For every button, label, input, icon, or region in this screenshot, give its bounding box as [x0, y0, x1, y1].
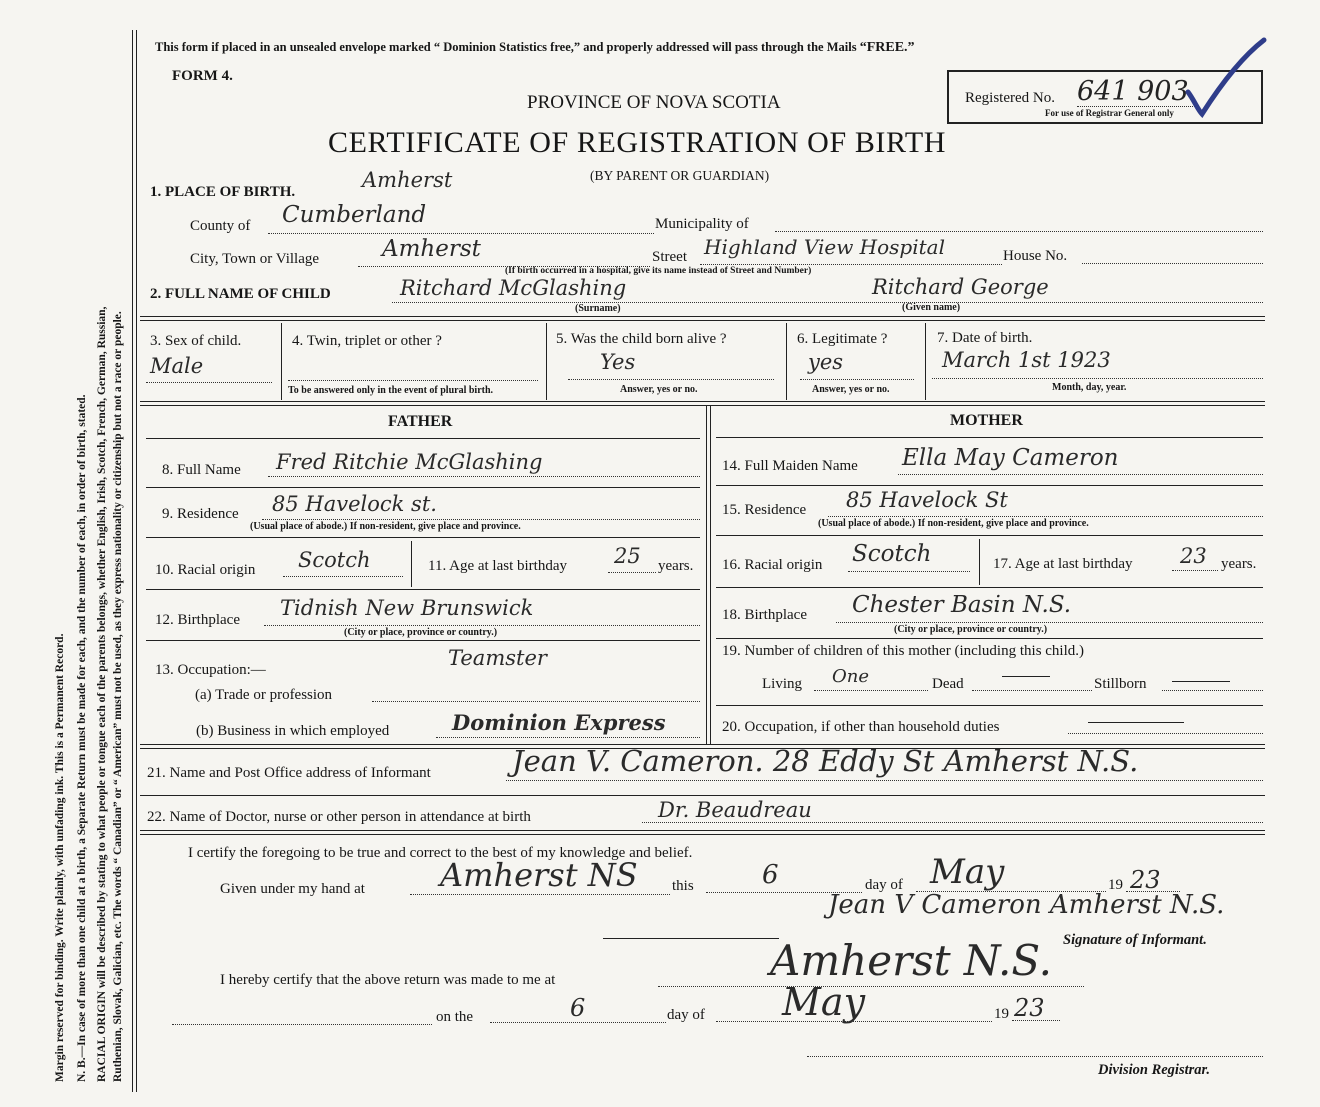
- place-of-birth-value: Amherst: [362, 168, 453, 192]
- return-place-value: Amherst N.S.: [770, 936, 1052, 985]
- mother-occupation-label: 20. Occupation, if other than household duties: [722, 719, 1000, 735]
- mother-birthplace-label: 18. Birthplace: [722, 607, 807, 623]
- father-name-value: Fred Ritchie McGlashing: [276, 450, 543, 474]
- twin-note: To be answered only in the event of plural birth.: [288, 385, 494, 396]
- informant-signature: Jean V Cameron Amherst N.S.: [828, 890, 1225, 920]
- mother-residence-value: 85 Havelock St: [846, 488, 1008, 512]
- child-name-label: 2. FULL NAME OF CHILD: [150, 286, 331, 302]
- return-label: I hereby certify that the above return was made to me at: [220, 972, 556, 988]
- signature-line: [603, 938, 779, 939]
- living-value: One: [832, 666, 870, 687]
- dob-note: Month, day, year.: [1052, 382, 1127, 393]
- certificate-subtitle: (BY PARENT OR GUARDIAN): [590, 168, 770, 183]
- legitimate-note: Answer, yes or no.: [812, 384, 890, 395]
- trade-label: (a) Trade or profession: [195, 687, 333, 703]
- father-abode-note: (Usual place of abode.) If non-resident, give place and province.: [250, 521, 521, 532]
- mother-heading: MOTHER: [950, 412, 1023, 429]
- born-alive-label: 5. Was the child born alive ?: [556, 331, 727, 347]
- mother-years: years.: [1221, 556, 1257, 572]
- registrar-signature-line: [807, 1056, 1263, 1057]
- father-birthplace-label: 12. Birthplace: [155, 612, 240, 628]
- child-surname: Ritchard McGlashing: [400, 276, 627, 300]
- father-residence-label: 9. Residence: [162, 506, 239, 522]
- father-residence-value: 85 Havelock st.: [272, 492, 437, 516]
- mother-occupation-dash: [1088, 722, 1184, 723]
- return-year-prefix: 19: [994, 1006, 1009, 1022]
- given-month-value: May: [930, 852, 1005, 892]
- father-age-value: 25: [614, 544, 641, 568]
- return-year-value: 23: [1014, 994, 1045, 1022]
- father-heading: FATHER: [388, 413, 453, 430]
- sex-label: 3. Sex of child.: [150, 333, 242, 349]
- informant-label: 21. Name and Post Office address of Informant: [147, 765, 431, 781]
- given-year-value: 23: [1130, 866, 1161, 894]
- children-count-label: 19. Number of children of this mother (including this child.): [722, 643, 1085, 659]
- this-label: this: [672, 878, 694, 894]
- on-the-label: on the: [436, 1009, 474, 1025]
- business-value: Dominion Express: [452, 710, 666, 735]
- mother-age-value: 23: [1180, 544, 1207, 568]
- surname-caption: (Surname): [575, 303, 621, 314]
- margin-note-1: Margin reserved for binding. Write plainly, with unfading ink. This is a Permanent Record.: [54, 633, 66, 1082]
- doctor-value: Dr. Beaudreau: [658, 798, 812, 822]
- living-label: Living: [762, 676, 802, 692]
- father-race-value: Scotch: [298, 548, 371, 572]
- registered-number: 641 903: [1077, 76, 1189, 107]
- registrar-caption: Division Registrar.: [1098, 1062, 1210, 1078]
- municipality-label: Municipality of: [655, 216, 749, 232]
- dead-dash: [1002, 676, 1050, 677]
- return-day-value: 6: [570, 994, 586, 1022]
- given-name-caption: (Given name): [902, 302, 961, 313]
- checkmark-icon: [1182, 36, 1272, 120]
- street-value: Highland View Hospital: [704, 235, 945, 259]
- father-years: years.: [658, 558, 694, 574]
- return-day-of-label: day of: [667, 1007, 705, 1023]
- child-given-name: Ritchard George: [872, 275, 1049, 299]
- certificate-title: CERTIFICATE OF REGISTRATION OF BIRTH: [328, 126, 947, 159]
- form-number: FORM 4.: [172, 68, 233, 84]
- given-place-value: Amherst NS: [440, 856, 638, 894]
- father-name-label: 8. Full Name: [162, 462, 241, 478]
- stillborn-label: Stillborn: [1094, 676, 1147, 692]
- place-of-birth-label: 1. PLACE OF BIRTH.: [150, 184, 296, 200]
- informant-value: Jean V. Cameron. 28 Eddy St Amherst N.S.: [512, 744, 1139, 778]
- legitimate-label: 6. Legitimate ?: [797, 331, 888, 347]
- margin-note-3: RACIAL ORIGIN will be described by stating to what people or tongue each of the parents belongs, whether English, Irish, Scotch, French, German, Russian,: [96, 306, 108, 1082]
- father-occupation-label: 13. Occupation:—: [155, 662, 266, 678]
- city-value: Amherst: [382, 236, 481, 262]
- registered-label: Registered No.: [965, 90, 1055, 106]
- doctor-label: 22. Name of Doctor, nurse or other person in attendance at birth: [147, 809, 531, 825]
- house-number-label: House No.: [1003, 248, 1068, 264]
- county-label: County of: [190, 218, 251, 234]
- signature-caption: Signature of Informant.: [1063, 932, 1207, 948]
- given-day-value: 6: [762, 860, 779, 890]
- sex-value: Male: [150, 354, 204, 378]
- father-race-label: 10. Racial origin: [155, 562, 256, 578]
- return-month-value: May: [782, 980, 866, 1024]
- province-heading: PROVINCE OF NOVA SCOTIA: [527, 92, 781, 113]
- county-value: Cumberland: [282, 202, 427, 228]
- mother-abode-note: (Usual place of abode.) If non-resident, give place and province.: [818, 518, 1089, 529]
- dob-value: March 1st 1923: [942, 348, 1111, 372]
- trade-value: Teamster: [448, 646, 547, 670]
- margin-note-4: Ruthenian, Slovak, Galician, etc. The words “ Canadian” or “ American” must not be used, as they express nationality or citizenship but not a race or people.: [112, 311, 124, 1082]
- legitimate-value: yes: [808, 350, 844, 374]
- mail-note: This form if placed in an unsealed envelope marked “ Dominion Statistics free,” and properly addressed will pass through the Mails “FREE.”: [155, 40, 915, 55]
- given-under-hand-label: Given under my hand at: [220, 881, 365, 897]
- mother-age-label: 17. Age at last birthday: [993, 556, 1133, 572]
- twin-label: 4. Twin, triplet or other ?: [292, 333, 442, 349]
- stillborn-dash: [1172, 681, 1230, 682]
- margin-note-2: N. B.—In case of more than one child at a birth, a Separate Return must be made for each, and the number of each, in order of birth, stated.: [76, 394, 88, 1082]
- father-birthplace-note: (City or place, province or country.): [344, 627, 498, 638]
- mother-race-value: Scotch: [852, 541, 932, 567]
- dead-label: Dead: [932, 676, 964, 692]
- born-alive-note: Answer, yes or no.: [620, 384, 698, 395]
- city-label: City, Town or Village: [190, 251, 320, 267]
- dob-label: 7. Date of birth.: [937, 330, 1033, 346]
- mother-name-value: Ella May Cameron: [902, 445, 1119, 471]
- mother-race-label: 16. Racial origin: [722, 557, 823, 573]
- born-alive-value: Yes: [600, 350, 636, 374]
- given-year-prefix: 19: [1108, 877, 1123, 893]
- registrar-note: For use of Registrar General only: [1045, 108, 1174, 118]
- business-label: (b) Business in which employed: [196, 723, 390, 739]
- certification-text: I certify the foregoing to be true and correct to the best of my knowledge and belief.: [188, 845, 693, 861]
- father-birthplace-value: Tidnish New Brunswick: [280, 596, 534, 620]
- mother-residence-label: 15. Residence: [722, 502, 807, 518]
- mother-birthplace-value: Chester Basin N.S.: [852, 592, 1072, 618]
- mother-birthplace-note: (City or place, province or country.): [894, 624, 1048, 635]
- father-age-label: 11. Age at last birthday: [428, 558, 567, 574]
- margin-border: [132, 30, 137, 1092]
- street-label: Street: [652, 249, 687, 265]
- hospital-note: (If birth occurred in a hospital, give its name instead of Street and Number): [505, 266, 812, 276]
- day-of-label: day of: [865, 877, 903, 893]
- mother-name-label: 14. Full Maiden Name: [722, 458, 858, 474]
